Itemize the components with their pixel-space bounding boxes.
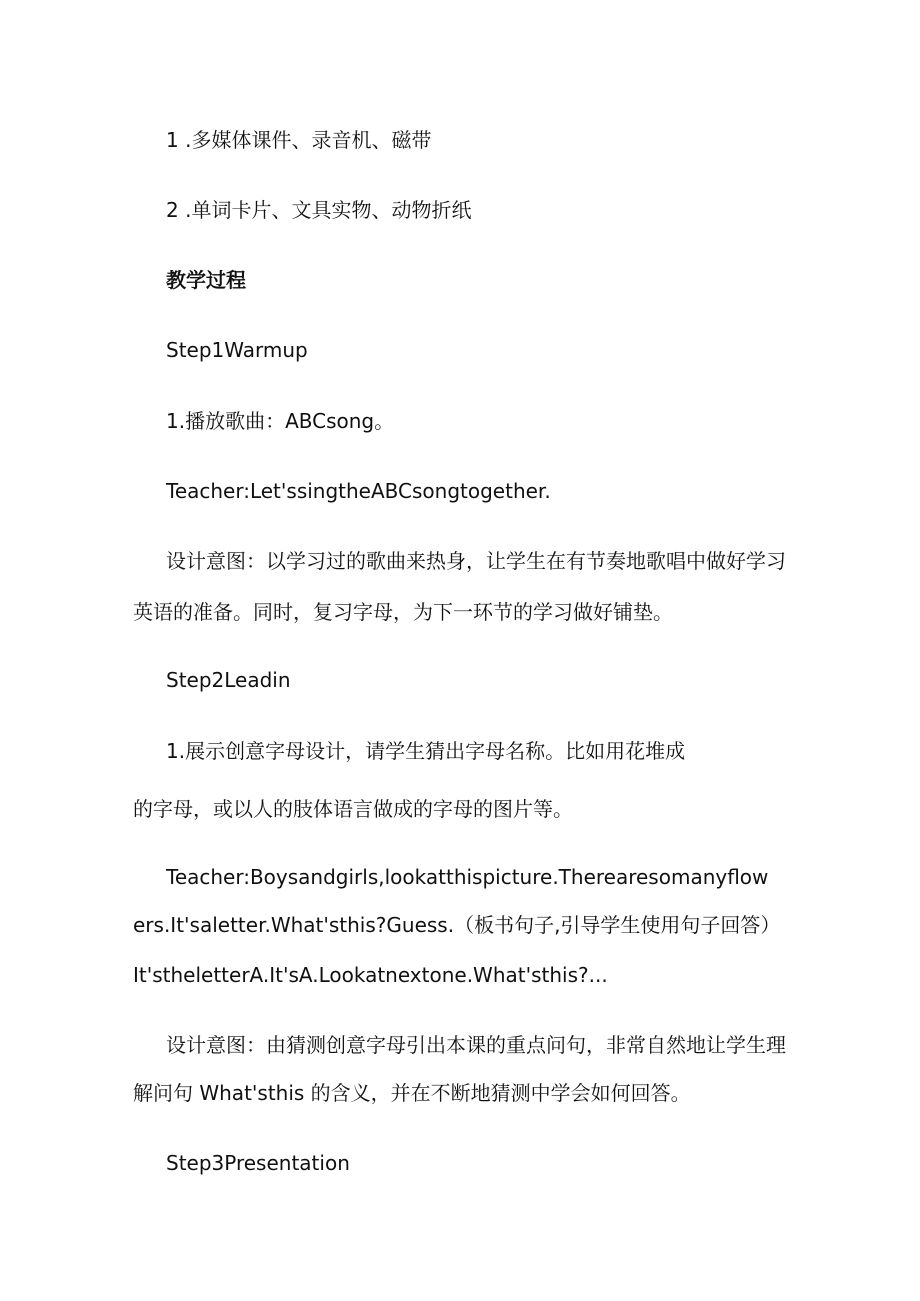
step2-intent-line2: 解问句 What'sthis 的含义，并在不断地猜测中学会如何回答。	[133, 1081, 691, 1105]
step1-heading: Step1Warmup	[166, 338, 308, 362]
step2-item1-line2: 的字母，或以人的肢体语言做成的字母的图片等。	[133, 797, 573, 821]
step2-item1-line1: 1.展示创意字母设计，请学生猜出字母名称。比如用花堆成	[166, 739, 686, 763]
step2-teacher-line1: Teacher:Boysandgirls,lookatthispicture.Therearesomanyflow	[166, 865, 769, 889]
step2-teacher-line2: ers.It'saletter.What'sthis?Guess.（板书句子,引导学生使用句子回答）	[133, 913, 781, 937]
step1-teacher-line: Teacher:Let'ssingtheABCsongtogether.	[166, 479, 551, 503]
step2-intent-line1: 设计意图：由猜测创意字母引出本课的重点问句，非常自然地让学生理	[166, 1033, 786, 1057]
step3-heading: Step3Presentation	[166, 1151, 350, 1175]
step1-intent-line1: 设计意图：以学习过的歌曲来热身，让学生在有节奏地歌唱中做好学习	[166, 549, 786, 573]
step1-intent-line2: 英语的准备。同时，复习字母，为下一环节的学习做好铺垫。	[133, 600, 673, 624]
step2-teacher-line3: It'stheletterA.It'sA.Lookatnextone.What'sthis?...	[133, 963, 608, 987]
section-title: 教学过程	[166, 268, 246, 292]
step2-heading: Step2Leadin	[166, 668, 291, 692]
material-item-1: 1 .多媒体课件、录音机、磁带	[166, 128, 432, 152]
step1-item1: 1.播放歌曲：ABCsong。	[166, 409, 395, 433]
material-item-2: 2 .单词卡片、文具实物、动物折纸	[166, 198, 472, 222]
